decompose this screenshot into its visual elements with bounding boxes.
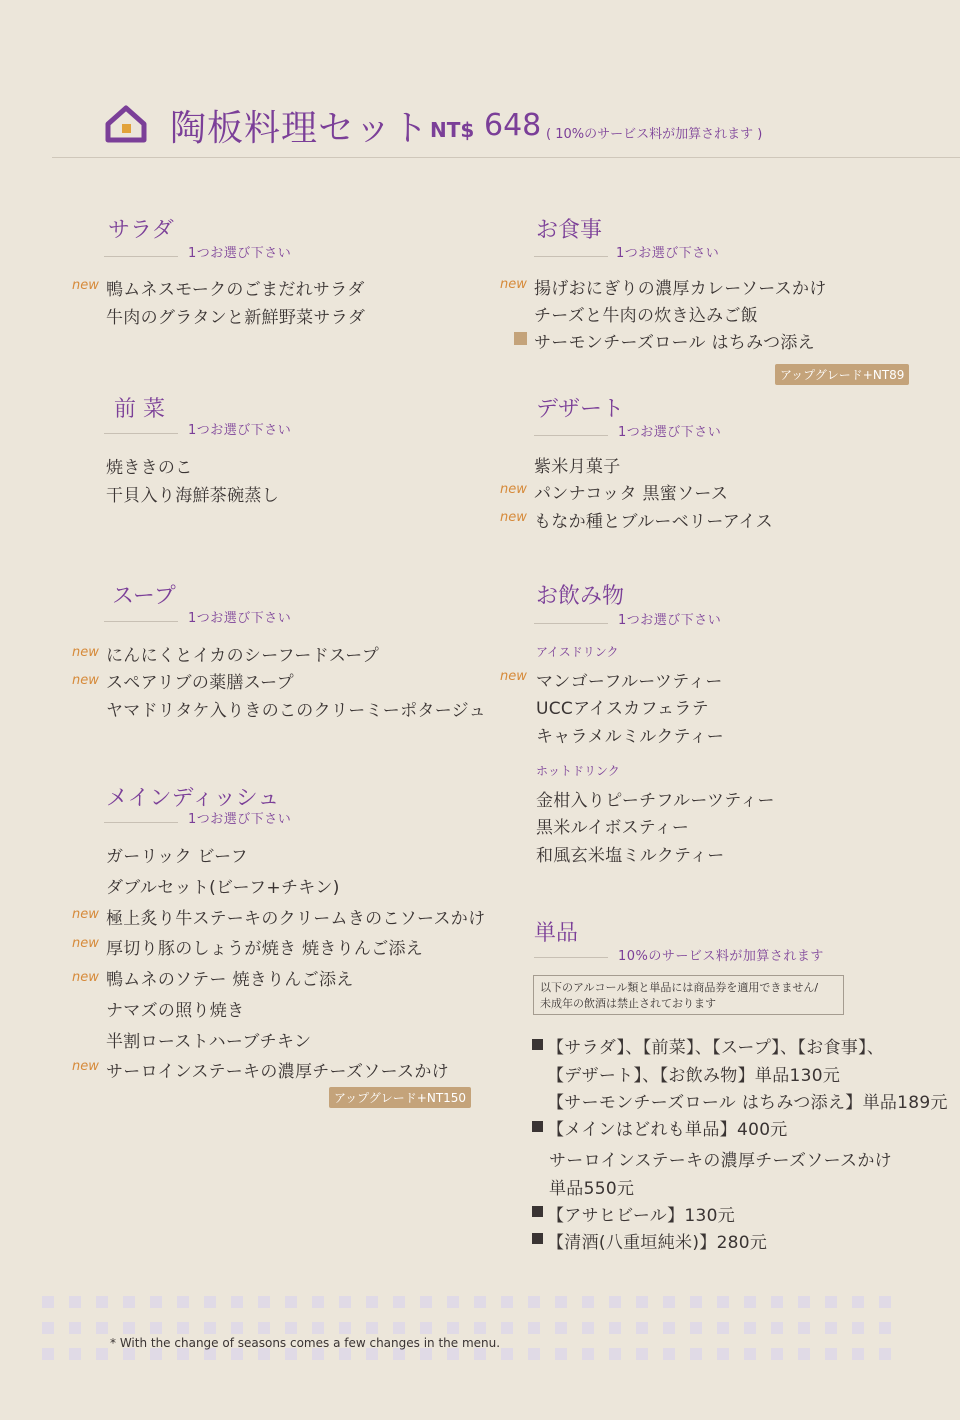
upgrade-badge: アップグレード+NT89 (775, 364, 909, 385)
dot (528, 1348, 540, 1360)
new-tag: new (500, 669, 527, 684)
dot (852, 1296, 864, 1308)
section-title-alacarte: 単品 (534, 921, 579, 946)
dot (717, 1322, 729, 1334)
new-tag: new (72, 645, 99, 660)
dot (690, 1348, 702, 1360)
dot (285, 1322, 297, 1334)
menu-item: 厚切り豚のしょうが焼き 焼きりんご添え (106, 939, 424, 959)
dot (420, 1322, 432, 1334)
dot (204, 1322, 216, 1334)
dot (879, 1348, 891, 1360)
alacarte-line: 【アサヒビール】130元 (547, 1206, 736, 1226)
dot (744, 1322, 756, 1334)
dot (771, 1322, 783, 1334)
dot (825, 1296, 837, 1308)
section-title-main: メインディッシュ (106, 786, 280, 811)
dot (123, 1296, 135, 1308)
dot (771, 1348, 783, 1360)
dot (582, 1296, 594, 1308)
dot (879, 1322, 891, 1334)
menu-item: 黒米ルイボスティー (536, 818, 690, 838)
dot (474, 1296, 486, 1308)
dot (393, 1296, 405, 1308)
dot (744, 1296, 756, 1308)
alacarte-line: 【サーモンチーズロール はちみつ添え】単品189元 (547, 1093, 948, 1113)
upgrade-marker (514, 332, 527, 345)
dot (69, 1348, 81, 1360)
dot (663, 1322, 675, 1334)
dot (447, 1322, 459, 1334)
notice-line: 以下のアルコール類と単品には商品券を適用できません/ (540, 981, 819, 994)
dot (555, 1322, 567, 1334)
iced-drinks-label: アイスドリンク (536, 645, 619, 659)
menu-item: ナマズの照り焼き (106, 1001, 245, 1021)
dot (177, 1322, 189, 1334)
dot (474, 1322, 486, 1334)
dot (339, 1296, 351, 1308)
hot-drinks-label: ホットドリンク (536, 764, 620, 778)
dot (69, 1296, 81, 1308)
dot (636, 1348, 648, 1360)
dot-pattern (42, 1296, 922, 1360)
alacarte-line: 【清酒(八重垣純米)】280元 (547, 1233, 768, 1253)
menu-item: マンゴーフルーツティー (536, 672, 723, 692)
menu-item: にんにくとイカのシーフードスープ (106, 646, 380, 666)
section-title-meal: お食事 (536, 218, 603, 243)
section-title-appetizer: 前 菜 (114, 397, 165, 422)
dot (177, 1296, 189, 1308)
dot (636, 1322, 648, 1334)
dot (582, 1348, 594, 1360)
section-rule (534, 435, 608, 436)
menu-item: 焼ききのこ (106, 458, 193, 478)
price-value: 648 (484, 108, 542, 143)
dot (690, 1322, 702, 1334)
dot (528, 1296, 540, 1308)
menu-item: 干貝入り海鮮茶碗蒸し (106, 486, 279, 506)
menu-item: ガーリック ビーフ (106, 847, 248, 867)
dot (312, 1296, 324, 1308)
dot (366, 1296, 378, 1308)
new-tag: new (500, 510, 527, 525)
dot (717, 1296, 729, 1308)
dot (96, 1348, 108, 1360)
service-charge-note: ( 10%のサービス料が加算されます ) (546, 127, 763, 142)
choose-one-note: 1つお選び下さい (188, 423, 292, 438)
dot (636, 1296, 648, 1308)
dot (879, 1296, 891, 1308)
section-title-soup: スープ (112, 584, 176, 609)
dot (231, 1296, 243, 1308)
dot (825, 1348, 837, 1360)
alacarte-line: 【メインはどれも単品】400元 (547, 1120, 788, 1140)
menu-item: 揚げおにぎりの濃厚カレーソースかけ (534, 279, 827, 299)
dot (42, 1322, 54, 1334)
menu-item: ダブルセット(ビーフ+チキン) (106, 878, 340, 898)
dot (339, 1322, 351, 1334)
dot (420, 1296, 432, 1308)
alacarte-line: 単品550元 (549, 1179, 635, 1199)
dot-row (42, 1322, 922, 1334)
bullet-square (532, 1233, 543, 1244)
choose-one-note: 1つお選び下さい (616, 246, 720, 261)
dot (717, 1348, 729, 1360)
menu-item: サーモンチーズロール はちみつ添え (534, 333, 815, 353)
dot (582, 1322, 594, 1334)
menu-item: 紫米月菓子 (534, 457, 621, 477)
dot (528, 1322, 540, 1334)
page-title: 陶板料理セット (170, 108, 430, 149)
dot (258, 1296, 270, 1308)
new-tag: new (72, 278, 99, 293)
section-rule (104, 433, 178, 434)
choose-one-note: 1つお選び下さい (188, 812, 292, 827)
new-tag: new (72, 1059, 99, 1074)
menu-item: 牛肉のグラタンと新鮮野菜サラダ (106, 308, 366, 328)
menu-item: 和風玄米塩ミルクティー (536, 846, 725, 866)
dot (609, 1348, 621, 1360)
alacarte-service-note: 10%のサービス料が加算されます (618, 949, 824, 964)
alacarte-line: サーロインステーキの濃厚チーズソースかけ (549, 1151, 892, 1171)
menu-item: ヤマドリタケ入りきのこのクリーミーポタージュ (106, 701, 486, 721)
dot (852, 1322, 864, 1334)
menu-item: キャラメルミルクティー (536, 727, 725, 747)
section-rule (534, 957, 608, 958)
new-tag: new (500, 482, 527, 497)
dot (798, 1348, 810, 1360)
alacarte-line: 【サラダ】、【前菜】、【スープ】、【お食事】、 (547, 1038, 885, 1058)
dot (501, 1348, 513, 1360)
choose-one-note: 1つお選び下さい (618, 425, 722, 440)
dot (312, 1322, 324, 1334)
bullet-square (532, 1121, 543, 1132)
dot-row (42, 1296, 922, 1308)
menu-item: 鴨ムネスモークのごまだれサラダ (106, 280, 365, 300)
section-rule (104, 621, 178, 622)
price-currency: NT$ (430, 118, 475, 142)
menu-item: スペアリブの薬膳スープ (106, 673, 294, 693)
dot (285, 1296, 297, 1308)
dot (447, 1296, 459, 1308)
bullet-square (532, 1206, 543, 1217)
dot (501, 1322, 513, 1334)
dot (366, 1322, 378, 1334)
dot (744, 1348, 756, 1360)
dot (42, 1348, 54, 1360)
menu-item: もなか種とブルーベリーアイス (534, 512, 773, 532)
dot (96, 1322, 108, 1334)
dot (150, 1322, 162, 1334)
dot (69, 1322, 81, 1334)
dot (798, 1322, 810, 1334)
choose-one-note: 1つお選び下さい (188, 611, 292, 626)
menu-item: UCCアイスカフェラテ (536, 699, 709, 719)
new-tag: new (72, 673, 99, 688)
dot (771, 1296, 783, 1308)
section-title-dessert: デザート (536, 397, 625, 422)
dot (258, 1322, 270, 1334)
section-rule (104, 256, 178, 257)
section-rule (104, 822, 178, 823)
menu-item: 金柑入りピーチフルーツティー (536, 791, 775, 811)
dot (690, 1296, 702, 1308)
dot (663, 1296, 675, 1308)
upgrade-badge: アップグレード+NT150 (329, 1087, 471, 1108)
new-tag: new (72, 970, 99, 985)
menu-item: パンナコッタ 黒蜜ソース (534, 484, 729, 504)
dot (609, 1322, 621, 1334)
menu-item: 極上炙り牛ステーキのクリームきのこソースかけ (106, 909, 486, 929)
dot (501, 1296, 513, 1308)
dot (555, 1348, 567, 1360)
dot (96, 1296, 108, 1308)
new-tag: new (72, 907, 99, 922)
dot (123, 1322, 135, 1334)
home-icon (104, 102, 148, 146)
menu-item: サーロインステーキの濃厚チーズソースかけ (106, 1062, 449, 1082)
section-title-drinks: お飲み物 (536, 584, 625, 609)
dot (204, 1296, 216, 1308)
menu-item: チーズと牛肉の炊き込みご飯 (534, 306, 759, 326)
dot (798, 1296, 810, 1308)
dot (609, 1296, 621, 1308)
dot (825, 1322, 837, 1334)
choose-one-note: 1つお選び下さい (618, 613, 722, 628)
section-rule (534, 623, 608, 624)
header-divider (52, 157, 960, 158)
menu-item: 半割ローストハーブチキン (106, 1032, 312, 1052)
new-tag: new (72, 936, 99, 951)
footnote: * With the change of seasons comes a few changes in the menu. (110, 1336, 501, 1350)
alcohol-notice (533, 975, 844, 1015)
dot (663, 1348, 675, 1360)
dot (393, 1322, 405, 1334)
dot (42, 1296, 54, 1308)
choose-one-note: 1つお選び下さい (188, 246, 292, 261)
section-title-salad: サラダ (108, 218, 174, 243)
section-rule (534, 256, 608, 257)
notice-line: 未成年の飲酒は禁止されております (540, 997, 716, 1010)
menu-item: 鴨ムネのソテー 焼きりんご添え (106, 970, 354, 990)
dot (852, 1348, 864, 1360)
new-tag: new (500, 277, 527, 292)
dot (231, 1322, 243, 1334)
alacarte-line: 【デザート】、【お飲み物】単品130元 (547, 1066, 841, 1086)
bullet-square (532, 1039, 543, 1050)
dot (150, 1296, 162, 1308)
dot (555, 1296, 567, 1308)
